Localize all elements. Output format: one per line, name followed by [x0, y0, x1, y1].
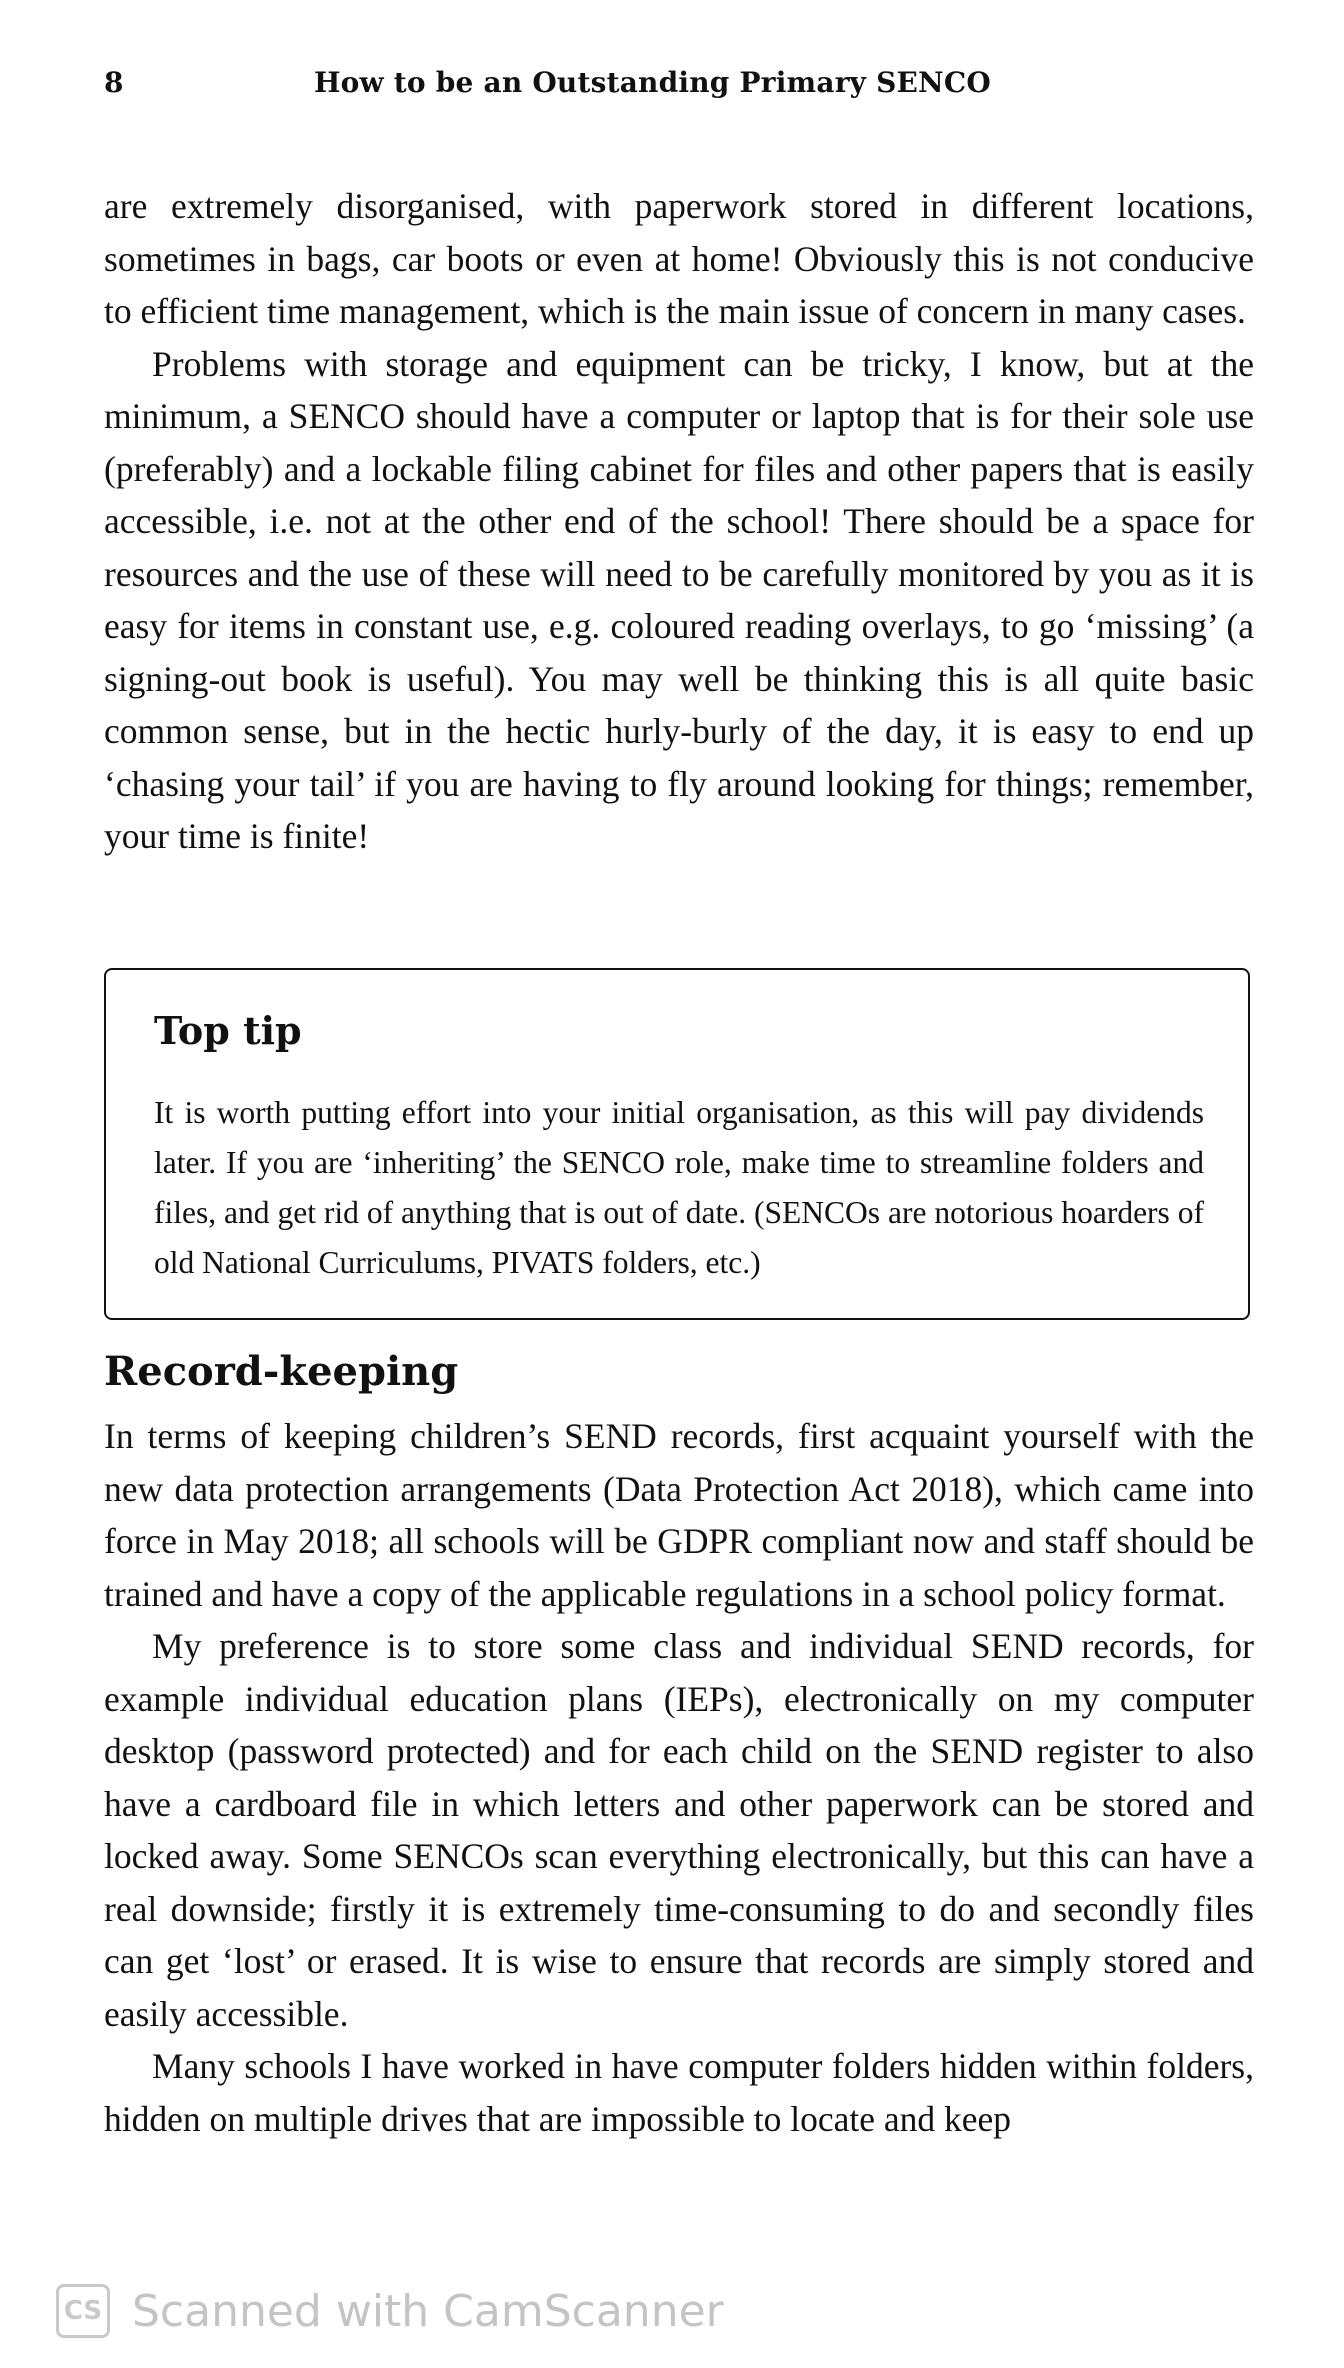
- record-keeping-heading: Record-keeping: [104, 1348, 459, 1395]
- paragraph-continuation: are extremely disorganised, with paperwork stored in different locations, sometimes in bags, car boots or even at home! Obviously this is not conducive to efficient time management, which is the main issue of concern in many cases.: [104, 186, 1254, 331]
- watermark-text: Scanned with CamScanner: [132, 2286, 724, 2337]
- paragraph-preference: My preference is to store some class and individual SEND records, for example individual education plans (IEPs), electronically on my computer desktop (password protected) and for each child on the SEND register to also have a cardboard file in which letters and other paperwork can be stored and locked away. Some SENCOs scan everything electronically, but this can have a real downside; firstly it is extremely time-consuming to do and secondly files can get ‘lost’ or erased. It is wise to ensure that records are simply stored and easily accessible.: [104, 1626, 1254, 2034]
- page-header: [104, 66, 1254, 116]
- scanner-watermark: [56, 2282, 756, 2342]
- top-tip-box: [104, 968, 1250, 1320]
- paragraph-computer-folders: Many schools I have worked in have computer folders hidden within folders, hidden on multiple drives that are impossible to locate and keep: [104, 2046, 1254, 2139]
- intro-text-block: [104, 180, 1254, 863]
- top-tip-text: It is worth putting effort into your initial organisation, as this will pay dividends later. If you are ‘inheriting’ the SENCO role, make time to streamline folders and files, and get rid of anything that is out of date. (SENCOs are notorious hoarders of old National Curriculums, PIVATS folders, etc.): [154, 1095, 1204, 1280]
- page-number: 8: [104, 66, 124, 99]
- camscanner-logo-icon: CS: [56, 2284, 110, 2338]
- record-keeping-text-block: [104, 1410, 1254, 2145]
- paragraph-storage: Problems with storage and equipment can be tricky, I know, but at the minimum, a SENCO should have a computer or laptop that is for their sole use (preferably) and a lockable filing cabinet for files and other papers that is easily accessible, i.e. not at the other end of the school! There should be a space for resources and the use of these will need to be carefully monitored by you as it is easy for items in constant use, e.g. coloured reading overlays, to go ‘missing’ (a signing-out book is useful). You may well be thinking this is all quite basic common sense, but in the hectic hurly-burly of the day, it is easy to end up ‘chasing your tail’ if you are having to fly around looking for things; remember, your time is finite!: [104, 343, 1254, 856]
- top-tip-title: Top tip: [154, 1008, 302, 1053]
- paragraph-data-protection: In terms of keeping children’s SEND records, first acquaint yourself with the new data protection arrangements (Data Protection Act 2018), which came into force in May 2018; all schools will be GDPR compliant now and staff should be trained and have a copy of the applicable regulations in a school policy format.: [104, 1416, 1254, 1614]
- running-title: How to be an Outstanding Primary SENCO: [314, 66, 991, 99]
